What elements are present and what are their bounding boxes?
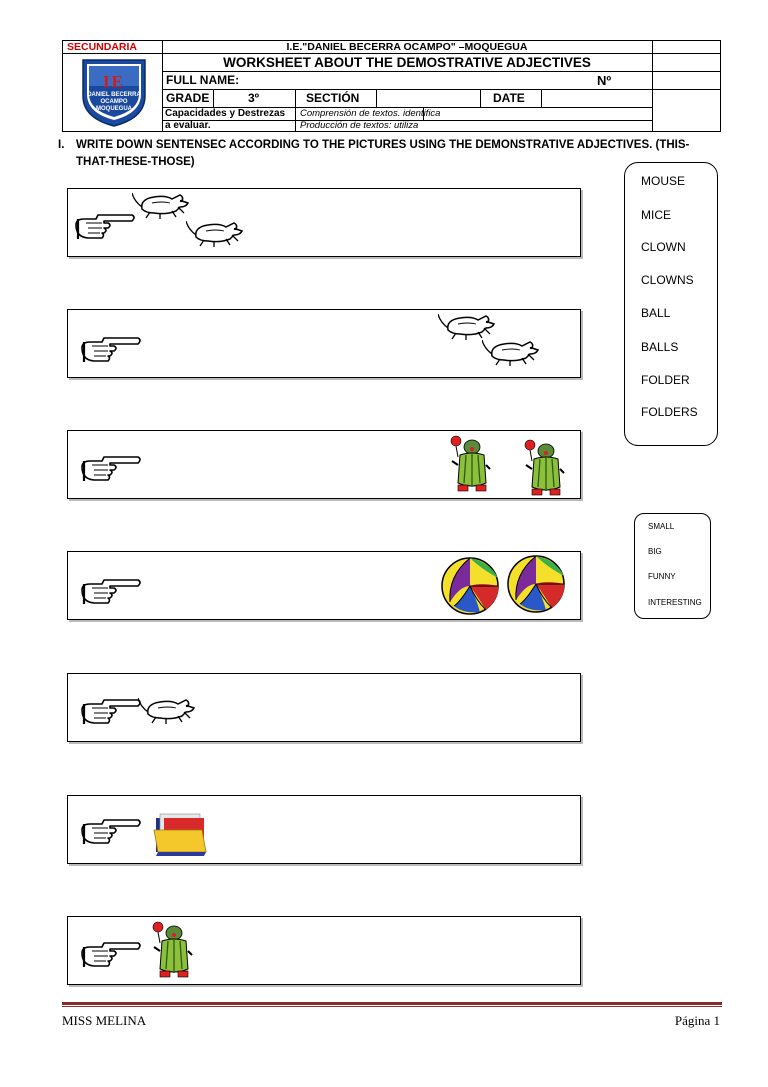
exercise-box-5[interactable]	[67, 673, 581, 742]
exercise-box-2[interactable]	[67, 309, 581, 378]
folder-icon	[150, 808, 208, 858]
noun-word: BALL	[641, 306, 671, 320]
footer-page-number: Página 1	[674, 1013, 720, 1028]
mouse-icon	[186, 219, 246, 249]
noun-word-box	[624, 162, 718, 446]
header-table	[62, 40, 721, 132]
col-divider	[376, 89, 377, 107]
level-label: SECUNDARIA	[67, 41, 138, 53]
col-divider	[213, 89, 214, 107]
footer-rule	[62, 1002, 722, 1005]
number-label: Nº	[597, 72, 612, 88]
footer-rule	[62, 1006, 722, 1007]
pointing-hand-icon	[80, 336, 144, 364]
adjective-word: INTERESTING	[648, 598, 702, 607]
mouse-icon	[132, 191, 192, 221]
school-logo	[77, 56, 151, 128]
exercise-box-4[interactable]	[67, 551, 581, 620]
exercise-box-7[interactable]	[67, 916, 581, 985]
grade-value: 3º	[248, 91, 260, 105]
mouse-icon	[138, 696, 198, 726]
section-label: SECTIÓN	[306, 91, 360, 105]
exercise-box-6[interactable]	[67, 795, 581, 864]
exercise-box-1[interactable]	[67, 188, 581, 257]
pointing-hand-icon	[80, 455, 144, 483]
col-divider	[652, 41, 653, 131]
instruction-text: WRITE DOWN SENTENSEC ACCORDING TO THE PICTURES USING THE DEMONSTRATIVE ADJECTIVES. (THIS-THAT-THESE-THOSE)	[76, 139, 690, 168]
skills-label-2: a evaluar.	[165, 120, 211, 131]
skills-label-1: Capacidades y Destrezas	[165, 108, 286, 119]
beach-ball-icon	[506, 554, 568, 616]
adjective-word: BIG	[648, 547, 662, 556]
col-divider	[295, 89, 296, 131]
adjective-word: SMALL	[648, 522, 675, 531]
instruction-number: I.	[58, 139, 65, 151]
instruction	[58, 137, 718, 171]
clown-icon	[446, 435, 494, 495]
pointing-hand-icon	[74, 213, 138, 241]
logo-text-line: DANIEL BECERRA	[87, 92, 141, 98]
pointing-hand-icon	[80, 578, 144, 606]
worksheet-title: WORKSHEET ABOUT THE DEMOSTRATIVE ADJECTIVES	[223, 54, 591, 70]
full-name-label: FULL NAME:	[166, 73, 240, 87]
logo-letters: IE	[103, 72, 125, 91]
clown-icon	[520, 439, 568, 499]
noun-word: MOUSE	[641, 174, 686, 188]
logo-text	[85, 92, 143, 113]
pointing-hand-icon	[80, 818, 144, 846]
adjective-word: FUNNY	[648, 572, 676, 581]
clown-icon	[148, 921, 196, 981]
skill-comprehension: Comprensión de textos. identifica	[300, 108, 441, 119]
adjective-word-box	[634, 513, 711, 619]
mouse-icon	[482, 338, 542, 368]
footer-author: MISS MELINA	[62, 1013, 147, 1028]
date-label: DATE	[493, 91, 525, 105]
row-divider	[162, 89, 720, 90]
col-divider	[480, 89, 481, 107]
noun-word: FOLDER	[641, 373, 690, 387]
grade-label: GRADE	[166, 91, 210, 105]
school-name: I.E."DANIEL BECERRA OCAMPO" –MOQUEGUA	[286, 41, 528, 53]
row-divider	[162, 71, 720, 72]
logo-text-line: MOQUEGUA	[96, 106, 132, 112]
exercise-box-3[interactable]	[67, 430, 581, 499]
noun-word: MICE	[641, 208, 671, 222]
beach-ball-icon	[440, 556, 502, 618]
noun-word: BALLS	[641, 340, 679, 354]
noun-word: CLOWN	[641, 240, 686, 254]
pointing-hand-icon	[80, 941, 144, 969]
logo-text-line: OCAMPO	[100, 99, 128, 105]
noun-word: CLOWNS	[641, 273, 694, 287]
skill-production: Producción de textos: utiliza	[300, 120, 419, 131]
pointing-hand-icon	[80, 698, 144, 726]
col-divider	[541, 89, 542, 107]
noun-word: FOLDERS	[641, 405, 698, 419]
